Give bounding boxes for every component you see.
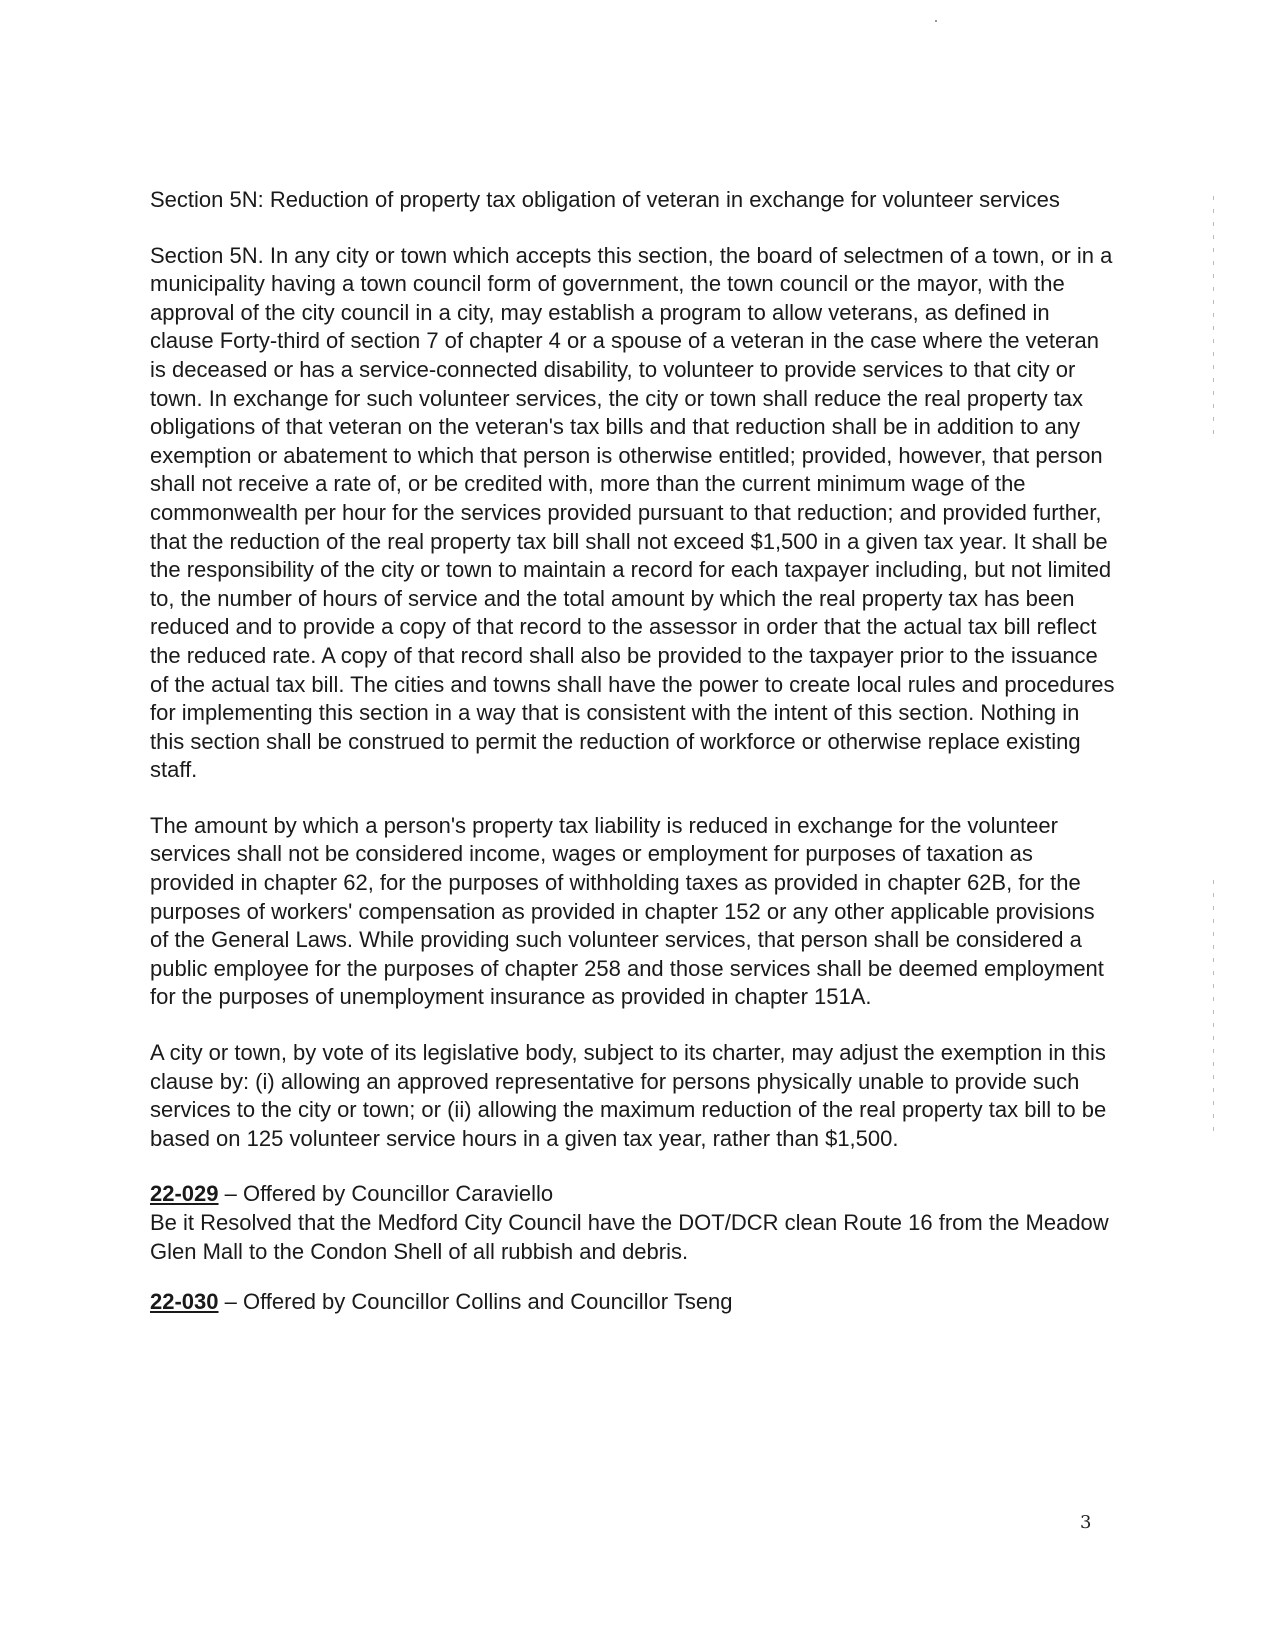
paragraph-tax-liability: The amount by which a person's property tax liability is reduced in exchange for the volunteer services shall not be considered income, wages or employment for purposes of taxation as provided in chapter 62, for the purposes of withholding taxes as provided in chapter 62B, for the purposes of workers' compensation as provided in chapter 152 or any other applicable provisions of the General Laws. While providing such volunteer services, that person shall be considered a public employee for the purposes of chapter 258 and those services shall be deemed employment for the purposes of unemployment insurance as provided in chapter 151A.: [150, 812, 1104, 1010]
item-header: [150, 1288, 1115, 1317]
item-offered-by: – Offered by Councillor Caraviello: [218, 1181, 554, 1207]
document-body: [150, 186, 1115, 1339]
item-header: [150, 1180, 1115, 1209]
item-text: Be it Resolved that the Medford City Council have the DOT/DCR clean Route 16 from the Meadow Glen Mall to the Condon Shell of all rubbish and debris.: [150, 1210, 1109, 1264]
scan-speck: [935, 20, 937, 22]
paragraph-adjust-exemption: A city or town, by vote of its legislative body, subject to its charter, may adjust the exemption in this clause by: (i) allowing an approved representative for persons physically unable to provide such services to the city or town; or (ii) allowing the maximum reduction of the real property tax bill to be based on 125 volunteer service hours in a given tax year, rather than $1,500.: [150, 1040, 1107, 1151]
section-heading: Section 5N: Reduction of property tax obligation of veteran in exchange for volunteer services: [150, 187, 1060, 212]
item-offered-by: – Offered by Councillor Collins and Councillor Tseng: [218, 1289, 733, 1315]
margin-scan-marks: [1213, 196, 1215, 443]
agenda-item-22-030: [150, 1288, 1115, 1317]
item-number: 22-029: [150, 1181, 219, 1207]
margin-scan-marks: [1213, 880, 1215, 1140]
agenda-item-22-029: [150, 1180, 1115, 1266]
item-number: 22-030: [150, 1289, 219, 1315]
page-number: 3: [1080, 1512, 1092, 1533]
paragraph-section-5n: Section 5N. In any city or town which accepts this section, the board of selectmen of a town, or in a municipality having a town council form of government, the town council or the mayor, with the approval of the city council in a city, may establish a program to allow veterans, as defined in clause Forty-third of section 7 of chapter 4 or a spouse of a veteran in the case where the veteran is deceased or has a service-connected disability, to volunteer to provide services to that city or town. In exchange for such volunteer services, the city or town shall reduce the real property tax obligations of that veteran on the veteran's tax bills and that reduction shall be in addition to any exemption or abatement to which that person is otherwise entitled; provided, however, that person shall not receive a rate of, or be credited with, more than the current minimum wage of the commonwealth per hour for the services provided pursuant to that reduction; and provided further, that the reduction of the real property tax bill shall not exceed $1,500 in a given tax year. It shall be the responsibility of the city or town to maintain a record for each taxpayer including, but not limited to, the number of hours of service and the total amount by which the real property tax has been reduced and to provide a copy of that record to the assessor in order that the actual tax bill reflect the reduced rate. A copy of that record shall also be provided to the taxpayer prior to the issuance of the actual tax bill. The cities and towns shall have the power to create local rules and procedures for implementing this section in a way that is consistent with the intent of this section. Nothing in this section shall be construed to permit the reduction of workforce or otherwise replace existing staff.: [150, 242, 1115, 783]
